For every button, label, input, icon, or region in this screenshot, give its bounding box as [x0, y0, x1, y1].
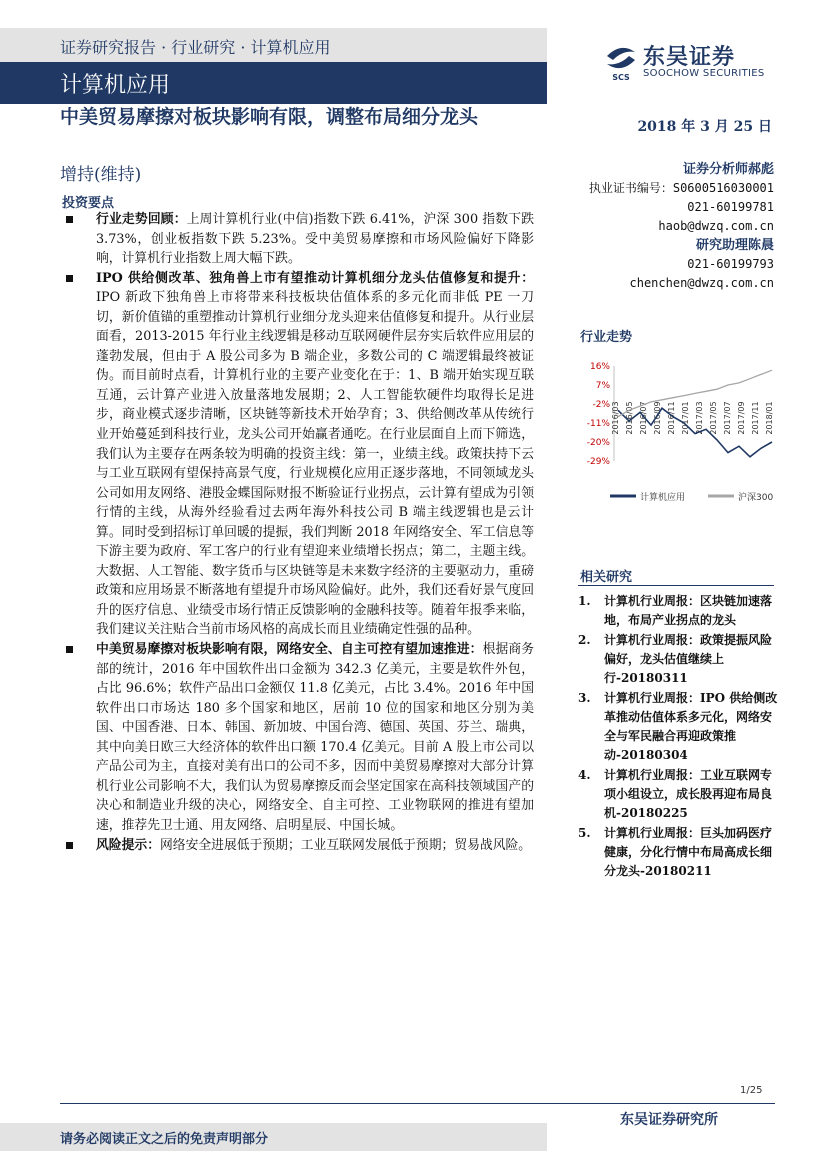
- related-item-text: 计算机行业周报：IPO 供给侧改革推动估值体系多元化，网络安全与军民融合再迎政策推动-20180304: [604, 691, 778, 762]
- bullet-square-icon: [66, 842, 73, 849]
- x-tick-label: 2016/03: [611, 401, 620, 435]
- trend-chart: [578, 356, 778, 506]
- y-tick-label: -11%: [586, 419, 610, 429]
- breadcrumb-bar: [0, 28, 547, 62]
- legend-hs300: 沪深300: [738, 493, 774, 503]
- y-tick-label: -20%: [586, 438, 610, 448]
- institute-name: 东吴证券研究所: [620, 1112, 718, 1128]
- report-date: 2018 年 3 月 25 日: [637, 119, 772, 135]
- x-tick-label: 2017/09: [737, 401, 746, 435]
- chart-legend: [610, 490, 780, 505]
- bullet-label: 风险提示：: [96, 837, 160, 853]
- trend-title: 行业走势: [580, 330, 633, 345]
- sector-banner: [0, 62, 547, 104]
- bullet-trade: [62, 640, 534, 835]
- logo-mark-icon: [603, 42, 639, 82]
- related-item[interactable]: [578, 824, 778, 881]
- y-tick-label: -2%: [592, 400, 610, 410]
- related-item-number: 5.: [578, 826, 591, 840]
- report-body: [62, 210, 534, 855]
- logo-mark-text: SCS: [612, 73, 630, 82]
- related-item-text: 计算机行业周报：巨头加码医疗健康，分化行情中布局高成长细分龙头-20180211: [604, 826, 773, 878]
- bullet-ipo: [62, 269, 534, 640]
- x-tick-label: 2016/11: [667, 401, 676, 435]
- related-divider: [578, 585, 774, 586]
- y-tick-label: -29%: [586, 457, 610, 467]
- bullet-square-icon: [66, 646, 73, 653]
- logo-en-text: SOOCHOW SECURITIES: [643, 68, 765, 79]
- related-item-number: 4.: [578, 768, 591, 782]
- disclaimer-bar: [0, 1123, 547, 1151]
- x-tick-label: 2016/05: [625, 401, 634, 435]
- y-tick-label: 16%: [589, 362, 610, 372]
- analyst-name: 证券分析师郝彪: [682, 162, 774, 177]
- x-tick-label: 2016/07: [639, 401, 648, 435]
- sector-title: 计算机应用: [60, 73, 171, 98]
- rating: 增持(维持): [60, 165, 142, 185]
- x-tick-label: 2017/05: [709, 401, 718, 435]
- related-item-text: 计算机行业周报：区块链加速落地，布局产业拐点的龙头: [604, 594, 773, 627]
- x-tick-label: 2017/11: [751, 401, 760, 435]
- assistant-phone: 021-60199793: [687, 257, 774, 271]
- disclaimer-text: 请务必阅读正文之后的免责声明部分: [60, 1132, 269, 1147]
- related-item[interactable]: [578, 631, 778, 688]
- related-item[interactable]: [578, 689, 778, 765]
- bullet-label: IPO 供给侧改革、独角兽上市有望推动计算机细分龙头估值修复和提升：: [96, 270, 534, 286]
- bullet-risk: [62, 836, 534, 856]
- section-title: 投资要点: [62, 196, 115, 211]
- x-tick-label: 2016/09: [653, 401, 662, 435]
- x-tick-label: 2017/03: [695, 401, 704, 435]
- y-tick-label: 7%: [595, 381, 610, 391]
- bullet-square-icon: [66, 216, 73, 223]
- assistant-name: 研究助理陈晨: [695, 238, 774, 253]
- bullet-label: 行业走势回顾：: [96, 212, 187, 227]
- legend-computer: 计算机应用: [640, 493, 686, 503]
- bullet-label: 中美贸易摩擦对板块影响有限，网络安全、自主可控有望加速推进：: [96, 642, 483, 658]
- page-number: 1/25: [740, 1085, 763, 1096]
- related-item-number: 1.: [578, 594, 591, 608]
- breadcrumb: 证券研究报告 · 行业研究 · 计算机应用: [60, 38, 331, 57]
- x-tick-label: 2018/01: [765, 401, 774, 435]
- x-tick-label: 2017/01: [681, 401, 690, 435]
- bullet-text: 上周计算机行业(中信)指数下跌 6.41%，沪深 300 指数下跌 3.73%，创业板指数下跌 5.23%。受中美贸易摩擦和市场风险偏好下降影响，计算机行业指数上周大幅下跌。: [96, 212, 534, 267]
- related-item[interactable]: [578, 592, 778, 630]
- related-item-number: 3.: [578, 691, 591, 705]
- bullet-text: IPO 新政下独角兽上市将带来科技板块估值体系的多元化而非低 PE 一刀切，新价值锚的重塑推动计算机行业细分龙头迎来估值修复和提升。从行业层面看，2013-2015 年行业主线逻辑是移动互联网硬件层夯实后软件应用层的蓬勃发展，但由于 A 股公司多为 B 端企业，多数公司的 C 端逻辑最终被证伪。而目前时点看，计算机行业的主要产业变化在于：1、B 端开始实现互联互通，云计算产业进入放量落地发展期；2、人工智能软硬件均取得长足进步，商业模式逐步清晰，区块链等新技术开始孕育；3、供给侧改革从传统行业开始蔓延到科技行业，龙头公司开始赢者通吃。在行业层面自上而下筛选，我们认为主要存在两条较为明确的投资主线：第一，业绩主线。政策扶持下云与工业互联网有望保持高景气度，行业规模化应用正逐步落地，不同领域龙头公司如用友网络、港股金蝶国际财报不断验证行业拐点，云计算有望成为引领行情的主线，从海外经验看过去两年海外科技公司 B 端主线逻辑也是云计算。同时受到招标订单回暖的提振，我们判断 2018 年网络安全、军工信息等下游主要为政府、军工客户的行业有望迎来业绩增长拐点；第二，主题主线。大数据、人工智能、数字货币与区块链等是未来数字经济的主要驱动力，重磅政策和应用场景不断落地有望提升市场风险偏好。此外，我们还看好景气度回升的医疗信息、业绩受市场行情正反馈影响的金融科技等。随着年报季来临，我们建议关注贴合当前市场风格的高成长而且业绩确定性强的品种。: [96, 290, 534, 638]
- logo-cn-text: 东吴证券: [643, 45, 736, 70]
- related-item-text: 计算机行业周报：政策提振风险偏好，龙头估值继续上行-20180311: [604, 633, 773, 685]
- related-item-text: 计算机行业周报：工业互联网专项小组设立，成长股再迎布局良机-20180225: [604, 768, 773, 820]
- analyst-email[interactable]: haob@dwzq.com.cn: [658, 219, 774, 233]
- x-tick-label: 2017/07: [723, 401, 732, 435]
- company-logo: [603, 40, 783, 86]
- bullet-review: [62, 210, 534, 269]
- bullet-text: 根据商务部的统计，2016 年中国软件出口金额为 342.3 亿美元，主要是软件外包，占比 96.6%；软件产品出口金额仅 11.8 亿美元，占比 3.4%。2016 年中国软件出口市场达 180 多个国家和地区，居前 10 位的国家和地区分别为美国、中国香港、日本、韩国、新加坡、中国台湾、德国、英国、芬兰、瑞典，其中向美日欧三大经济体的软件出口额 170.4 亿美元。目前 A 股上市公司以产品公司为主，直接对美有出口的公司不多，因而中美贸易摩擦对大部分计算机行业公司影响不大，我们认为贸易摩擦反而会坚定国家在高科技领域国产的决心和制造业升级的决心，网络安全、自主可控、工业物联网的推进有望加速，推荐先卫士通、用友网络、启明星辰、中国长城。: [96, 642, 535, 833]
- related-item-number: 2.: [578, 633, 591, 647]
- analyst-block: [560, 160, 774, 293]
- footer-divider: [60, 1103, 775, 1104]
- bullet-text: 网络安全进展低于预期；工业互联网发展低于预期；贸易战风险。: [159, 837, 532, 853]
- assistant-email[interactable]: chenchen@dwzq.com.cn: [629, 276, 774, 290]
- analyst-phone: 021-60199781: [687, 200, 774, 214]
- analyst-license: 执业证书编号：S0600516030001: [588, 181, 774, 195]
- report-title: 中美贸易摩擦对板块影响有限，调整布局细分龙头: [60, 106, 479, 128]
- related-list: [578, 592, 778, 882]
- bullet-square-icon: [66, 275, 73, 282]
- related-item[interactable]: [578, 766, 778, 823]
- related-title: 相关研究: [580, 570, 633, 585]
